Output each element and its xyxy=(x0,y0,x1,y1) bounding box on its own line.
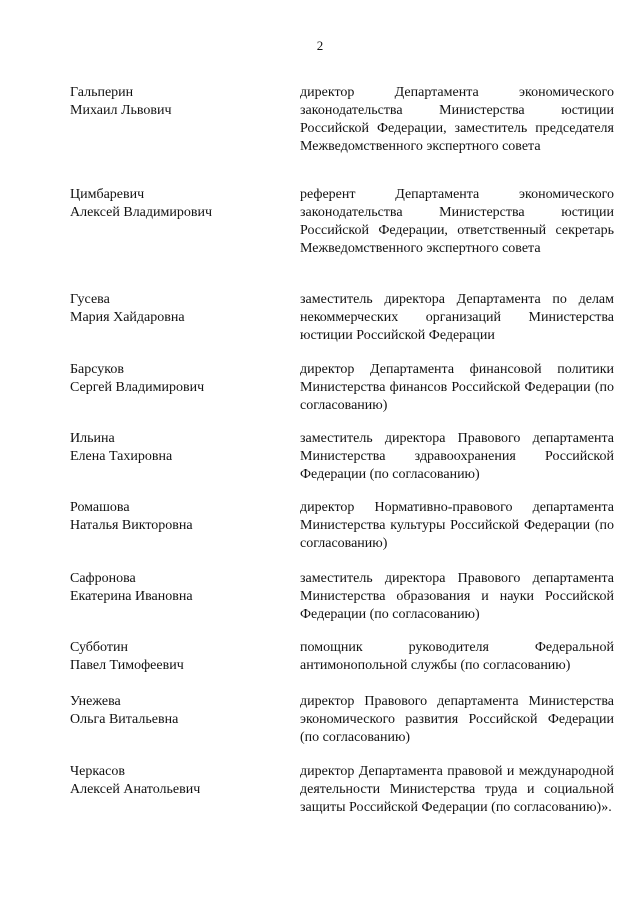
member-given-names: Сергей Владимирович xyxy=(70,380,205,395)
member-given-names: Елена Тахировна xyxy=(70,449,173,464)
member-surname: Ромашова xyxy=(70,500,130,515)
member-given-names: Алексей Владимирович xyxy=(70,205,213,220)
member-given-names: Наталья Викторовна xyxy=(70,518,193,533)
member-role: директор Департамента финансовой политики Министерства финансов Российской Федерации (по согласованию) xyxy=(300,362,614,413)
member-given-names: Мария Хайдаровна xyxy=(70,310,185,325)
member-surname: Гальперин xyxy=(70,85,134,100)
page-number: 2 xyxy=(316,38,324,53)
member-role: заместитель директора Правового департамента Министерства образования и науки Российской Федерации (по согласованию) xyxy=(300,571,614,622)
member-name xyxy=(70,639,270,675)
member-name xyxy=(70,430,270,466)
member-role: помощник руководителя Федеральной антимонопольной службы (по согласованию) xyxy=(300,640,614,673)
member-role: заместитель директора Правового департамента Министерства здравоохранения Российской Федерации (по согласованию) xyxy=(300,431,614,482)
member-surname: Цимбаревич xyxy=(70,187,145,202)
member-role: директор Правового департамента Министерства экономического развития Российской Федерации (по согласованию) xyxy=(300,694,614,745)
member-given-names: Михаил Львович xyxy=(70,103,172,118)
member-name xyxy=(70,693,270,729)
member-role: референт Департамента экономического законодательства Министерства юстиции Российской Федерации, ответственный секретарь Межведомственного экспертного совета xyxy=(300,187,614,256)
member-name xyxy=(70,499,270,535)
member-surname: Сафронова xyxy=(70,571,136,586)
member-name xyxy=(70,361,270,397)
member-given-names: Екатерина Ивановна xyxy=(70,589,193,604)
member-given-names: Павел Тимофеевич xyxy=(70,658,184,673)
member-role: директор Нормативно-правового департамента Министерства культуры Российской Федерации (по согласованию) xyxy=(300,500,614,551)
member-given-names: Ольга Витальевна xyxy=(70,712,179,727)
member-name xyxy=(70,763,270,799)
member-role: директор Департамента правовой и международной деятельности Министерства труда и социальной защиты Российской Федерации (по согласованию)». xyxy=(300,764,614,815)
member-surname: Ильина xyxy=(70,431,115,446)
member-name xyxy=(70,84,270,120)
member-role: заместитель директора Департамента по делам некоммерческих организаций Министерства юстиции Российской Федерации xyxy=(300,292,614,343)
member-name xyxy=(70,570,270,606)
member-surname: Черкасов xyxy=(70,764,125,779)
member-surname: Унежева xyxy=(70,694,121,709)
member-name xyxy=(70,186,270,222)
member-surname: Субботин xyxy=(70,640,128,655)
member-surname: Гусева xyxy=(70,292,110,307)
member-given-names: Алексей Анатольевич xyxy=(70,782,201,797)
member-name xyxy=(70,291,270,327)
member-role: директор Департамента экономического законодательства Министерства юстиции Российской Федерации, заместитель председателя Межведомственного экспертного совета xyxy=(300,85,614,154)
member-surname: Барсуков xyxy=(70,362,124,377)
